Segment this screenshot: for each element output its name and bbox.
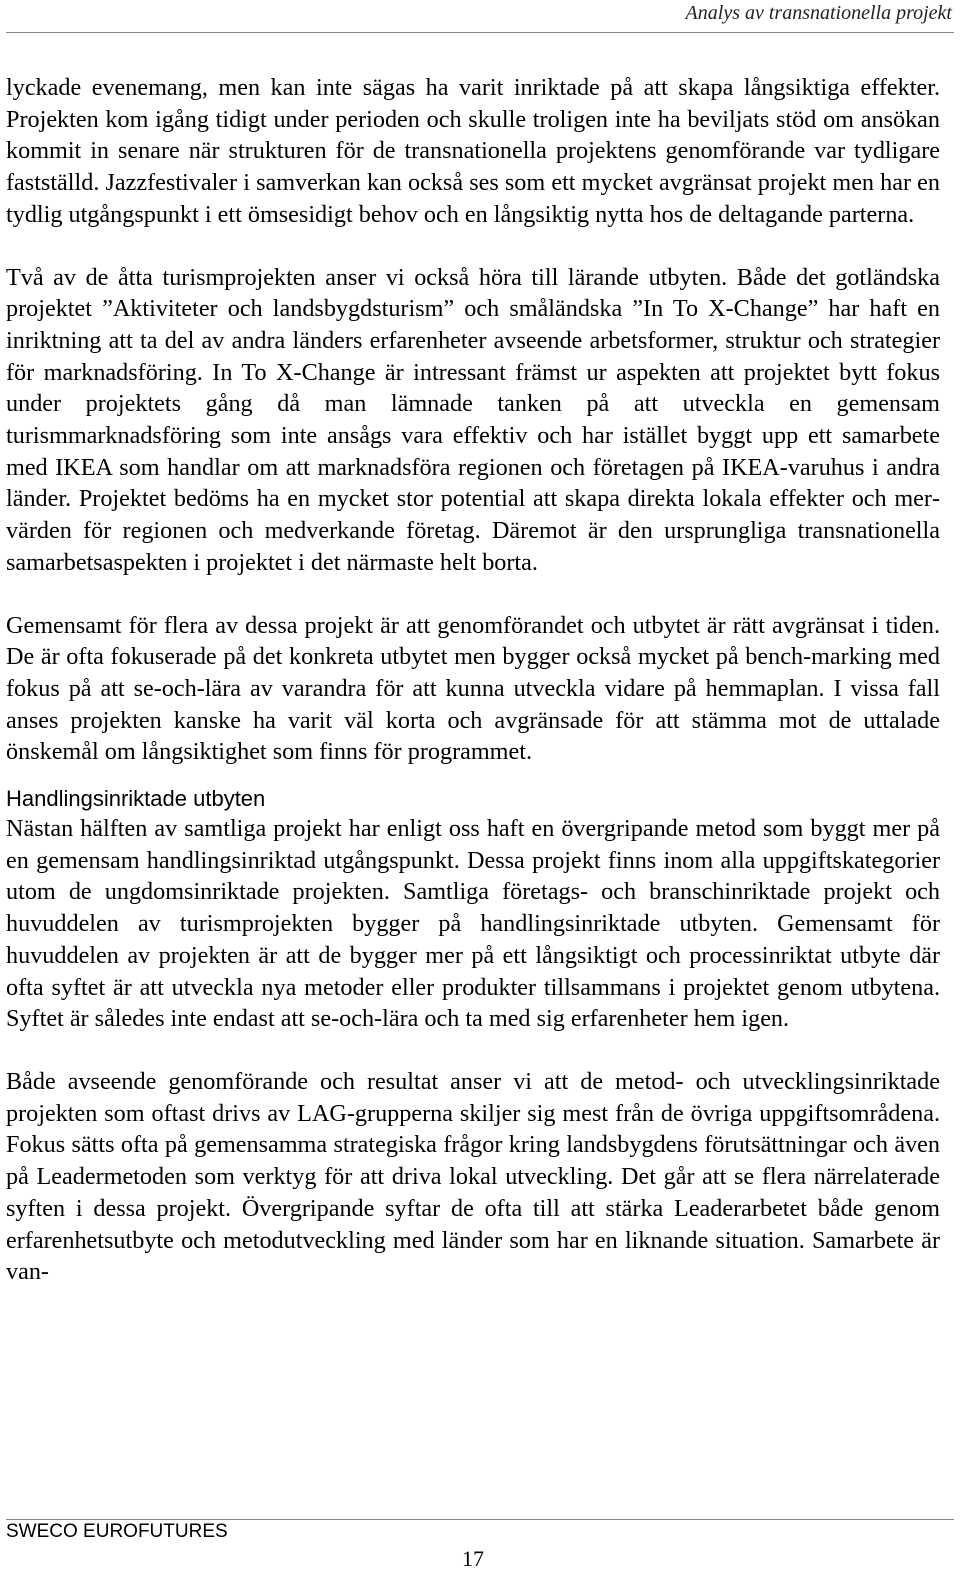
page-number: 17 [462, 1546, 484, 1571]
section-paragraph-1: Nästan hälften av samtliga projekt har enligt oss haft en övergripande metod som byggt mer på en gemensam handlingsinriktad utgångspunkt. Dessa projekt finns inom alla uppgiftskategorier utom de ungdomsinriktade projekten. Samtliga företags- och branschinriktade projekt och huvuddelen av turismprojekten bygger på handlingsinriktade utbyten. Gemensamt för huvuddelen av projekten är att de bygger mer på ett långsiktigt och processinriktat utbyte där ofta syftet är att utveckla nya metoder eller produkter tillsammans i projektet genom utbytena. Syftet är således inte endast att se-och-lära och ta med sig erfarenheter hem igen. [6, 815, 940, 1033]
section-heading: Handlingsinriktade utbyten [6, 786, 266, 812]
paragraph-2: Två av de åtta turismprojekten anser vi också höra till lärande utbyten. Både det gotländska projektet ”Aktiviteter och landsbygdsturism” och småländska ”In To X-Change” har haft en inriktning att ta del av andra länders erfarenheter avseende arbetsformer, struktur och strategier för marknadsföring. In To X-Change är intressant främst ur aspekten att projektet bytt fokus under projektets gång då man lämnade tanken på att utveckla en gemensam turismmarknadsföring som inte ansågs vara effektiv och har istället byggt upp ett samarbete med IKEA som handlar om att marknadsföra regionen och företagen på IKEA-varuhus i andra länder. Projektet bedöms ha en mycket stor potential att skapa direkta lokala effekter och mervärden för regionen och medverkande företag. Däremot är den ursprungliga transnationella samarbetsaspekten i projektet i det närmaste helt borta. [6, 263, 940, 576]
running-header-title: Analys av transnationella projekt [685, 2, 952, 24]
paragraph-1: lyckade evenemang, men kan inte sägas ha varit inriktade på att skapa långsiktiga effekter. Projekten kom igång tidigt under perioden och skulle troligen inte ha beviljats stöd om ansökan kommit in senare när strukturen för de transnationella projektens genomförande var tydligare fastställd. Jazzfestivaler i samverkan kan också ses som ett mycket avgränsat projekt men har en tydlig utgångspunkt i ett ömsesidigt behov och en långsiktig nytta hos de deltagande parterna. [6, 74, 940, 228]
body-text [6, 72, 940, 1319]
footer-divider [6, 1519, 954, 1520]
paragraph-3: Gemensamt för flera av dessa projekt är att genomförandet och utbytet är rätt avgränsat i tiden. De är ofta fokuserade på det konkreta utbytet men bygger också mycket på bench-marking med fokus på att se-och-lära av varandra för att kunna utveckla vidare på hemmaplan. I vissa fall anses projekten kanske ha varit väl korta och avgränsade för att stämma mot de uttalade önskemål om långsiktighet som finns för programmet. [6, 611, 940, 766]
header-divider [6, 32, 954, 33]
footer-organization: SWECO EUROFUTURES [6, 1521, 228, 1542]
section-paragraph-2: Både avseende genomförande och resultat anser vi att de metod- och utvecklingsinriktade projekten som oftast drivs av LAG-grupperna skiljer sig mest från de övriga uppgiftsområdena. Fokus sätts ofta på gemensamma strategiska frågor kring landsbygdens förutsättningar och även på Leadermetoden som verktyg för att driva lokal utveckling. Det går att se flera närrelaterade syften i dessa projekt. Övergripande syftar de ofta till att stärka Leaderarbetet både genom erfarenhetsutbyte och metodutveckling med länder som har en liknande situation. Samarbete är van- [6, 1067, 940, 1286]
